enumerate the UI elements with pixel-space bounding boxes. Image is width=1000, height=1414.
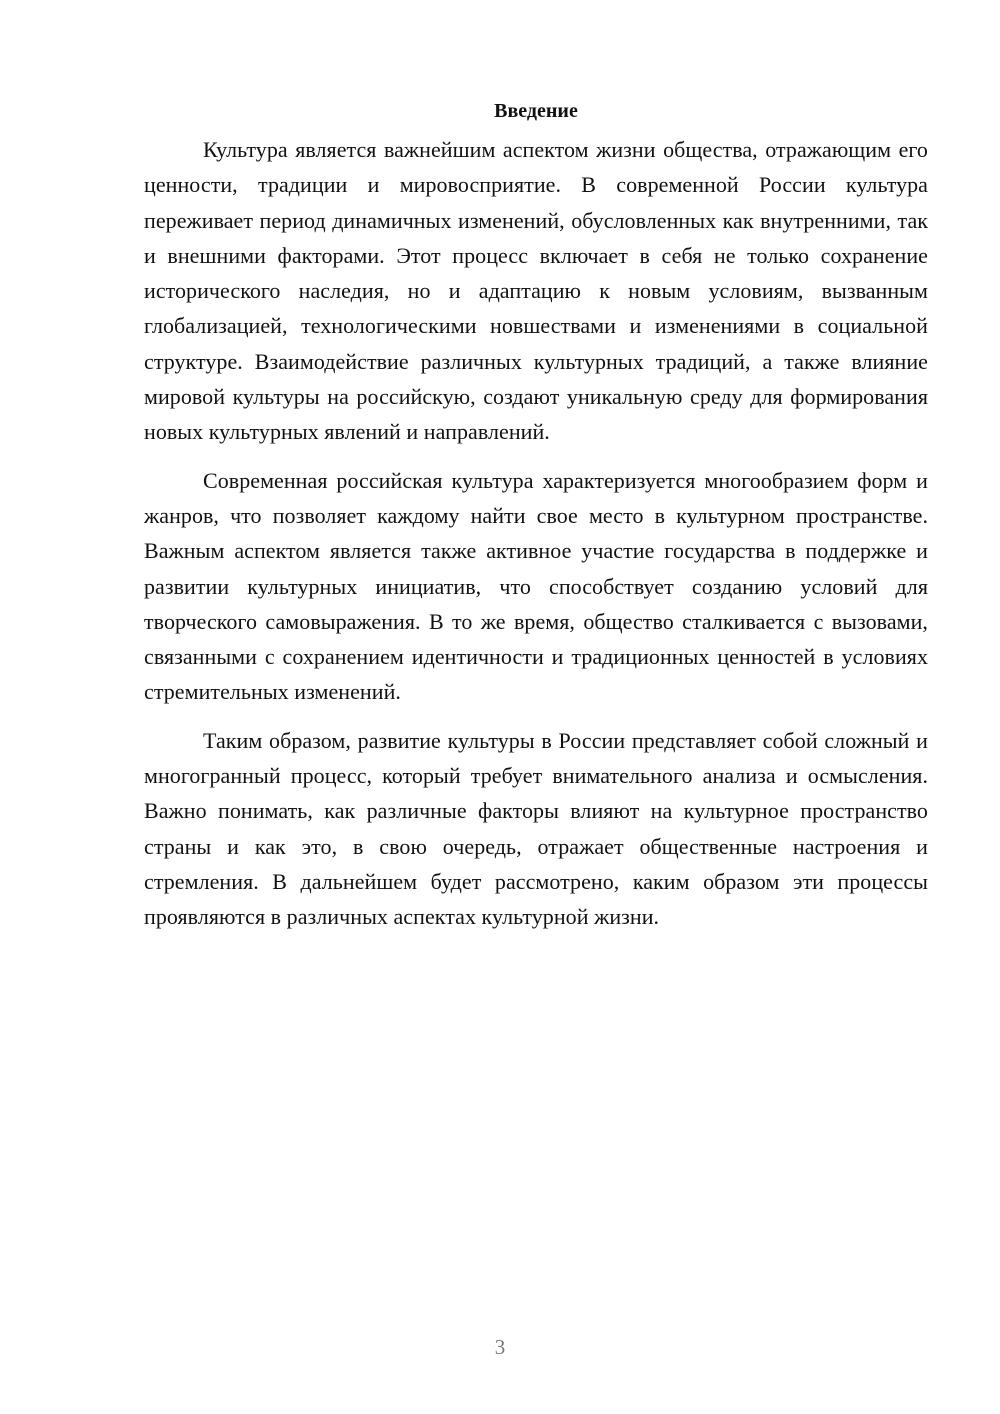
paragraph-2: Современная российская культура характеризуется многообразием форм и жанров, что позволяет каждому найти свое место в культурном пространстве. Важным аспектом является также активное участие государства в поддержке и развитии культурных инициатив, что способствует созданию условий для творческого самовыражения. В то же время, общество сталкивается с вызовами, связанными с сохранением идентичности и традиционных ценностей в условиях стремительных изменений. <box>144 467 928 705</box>
section-title: Введение <box>494 100 578 122</box>
paragraph-1: Культура является важнейшим аспектом жизни общества, отражающим его ценности, традиции и мировосприятие. В современной России культура переживает период динамичных изменений, обусловленных как внутренними, так и внешними факторами. Этот процесс включает в себя не только сохранение исторического наследия, но и адаптацию к новым условиям, вызванным глобализацией, технологическими новшествами и изменениями в социальной структуре. Взаимодействие различных культурных традиций, а также влияние мировой культуры на российскую, создают уникальную среду для формирования новых культурных явлений и направлений. <box>144 137 928 445</box>
page-content <box>144 96 928 935</box>
page-number: 3 <box>494 1335 506 1359</box>
paragraph-3: Таким образом, развитие культуры в России представляет собой сложный и многогранный процесс, который требует внимательного анализа и осмысления. Важно понимать, как различные факторы влияют на культурное пространство страны и как это, в свою очередь, отражает общественные настроения и стремления. В дальнейшем будет рассмотрено, каким образом эти процессы проявляются в различных аспектах культурной жизни. <box>144 727 928 930</box>
